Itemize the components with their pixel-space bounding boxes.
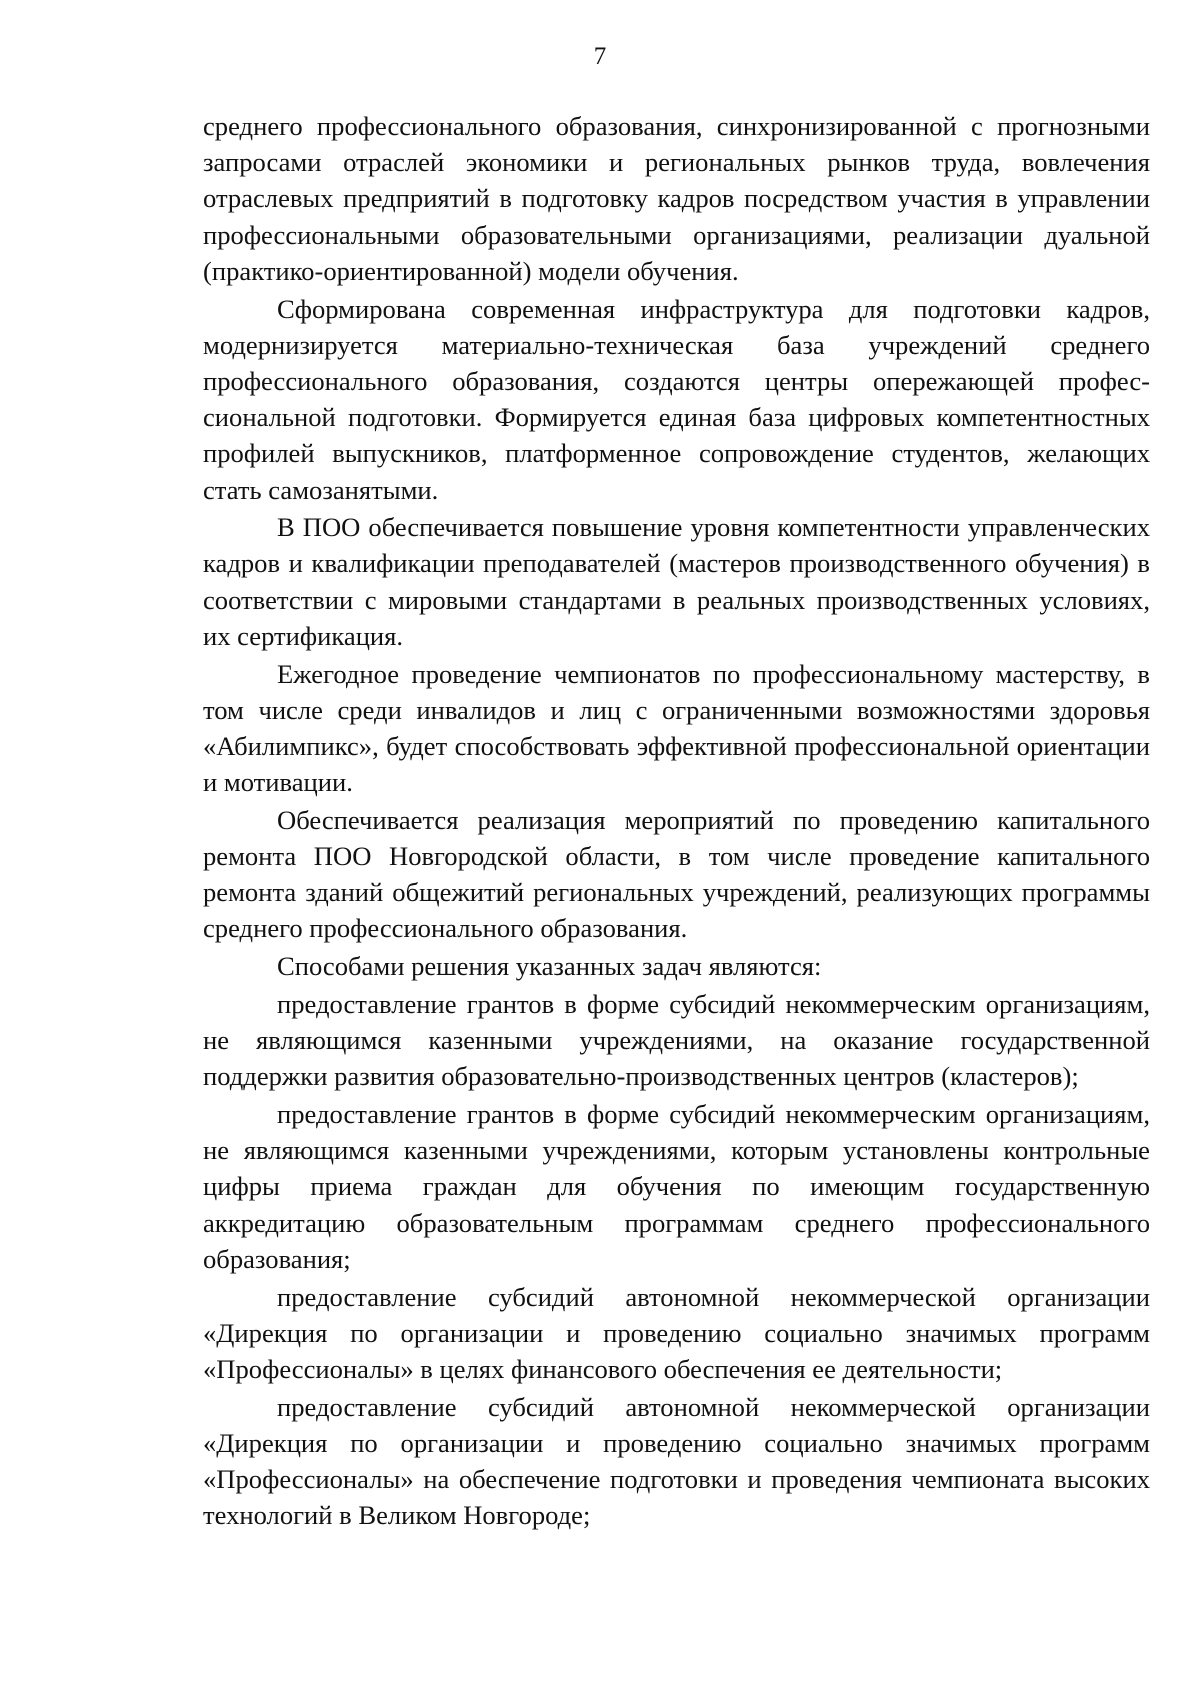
paragraph-continuation: среднего профессионального образования, синхронизированной с прогнозными запросами отраслей экономики и региональных рынков труда, вовлечения отраслевых предприятий в подготовку кадров посредством участия в управлении профессиональными образовательными организациями, реализации дуальной (практико-ориентированной) модели обучения. bbox=[203, 111, 1150, 286]
list-item-subsidy-directorate: предоставление субсидий автономной некоммерческой организации «Дирекция по организации и проведению социально значимых программ «Профессионалы» в целях финансового обеспечения ее деятельности; bbox=[203, 1281, 1150, 1384]
list-item-grants-clusters: предоставление грантов в форме субсидий некоммерческим организациям, не являющимся казенными учреждениями, на оказание государственной поддержки развития образовательно-производственных центров (кластеров); bbox=[203, 988, 1150, 1092]
page-number: 7 bbox=[593, 43, 607, 70]
paragraph-staff-qualification: В ПОО обеспечивается повышение уровня компетентности управленческих кадров и квалификации преподавателей (мастеров производственного обучения) в соответствии с мировыми стандартами в реальных производственных условиях, их сертификация. bbox=[203, 512, 1150, 651]
paragraph-capital-repair: Обеспечивается реализация мероприятий по проведению капитального ремонта ПОО Новгородской области, в том числе проведение капитального ремонта зданий общежитий региональных учреждений, реализующих программы среднего профессионального образования. bbox=[203, 804, 1150, 944]
paragraph-championships: Ежегодное проведение чемпионатов по профессиональному мастерству, в том числе среди инвалидов и лиц с ограниченными возможностями здоровья «Абилимпикс», будет способствовать эффективной профессиональной ориентации и мотивации. bbox=[203, 658, 1150, 798]
list-item-subsidy-championship: предоставление субсидий автономной некоммерческой организации «Дирекция по организации и проведению социально значимых программ «Профессионалы» на обеспечение подготовки и проведения чемпионата высоких технологий в Великом Новгороде; bbox=[203, 1391, 1150, 1531]
paragraph-infrastructure: Сформирована современная инфраструктура для подготовки кадров, модернизируется материально-техническая база учреждений среднего профессионального образования, создаются центры опережающей профессиональной подготовки. Формируется единая база цифровых компетентностных профилей выпускников, платформенное сопровождение студентов, желающих стать самозанятыми. bbox=[203, 293, 1150, 505]
list-item-grants-admission: предоставление грантов в форме субсидий некоммерческим организациям, не являющимся казенными учреждениями, которым установлены контрольные цифры приема граждан для обучения по имеющим государственную аккредитацию образовательным программам среднего профессионального образования; bbox=[203, 1098, 1150, 1274]
paragraph-methods-intro: Способами решения указанных задач являются: bbox=[277, 951, 822, 982]
document-body bbox=[203, 108, 1150, 1533]
